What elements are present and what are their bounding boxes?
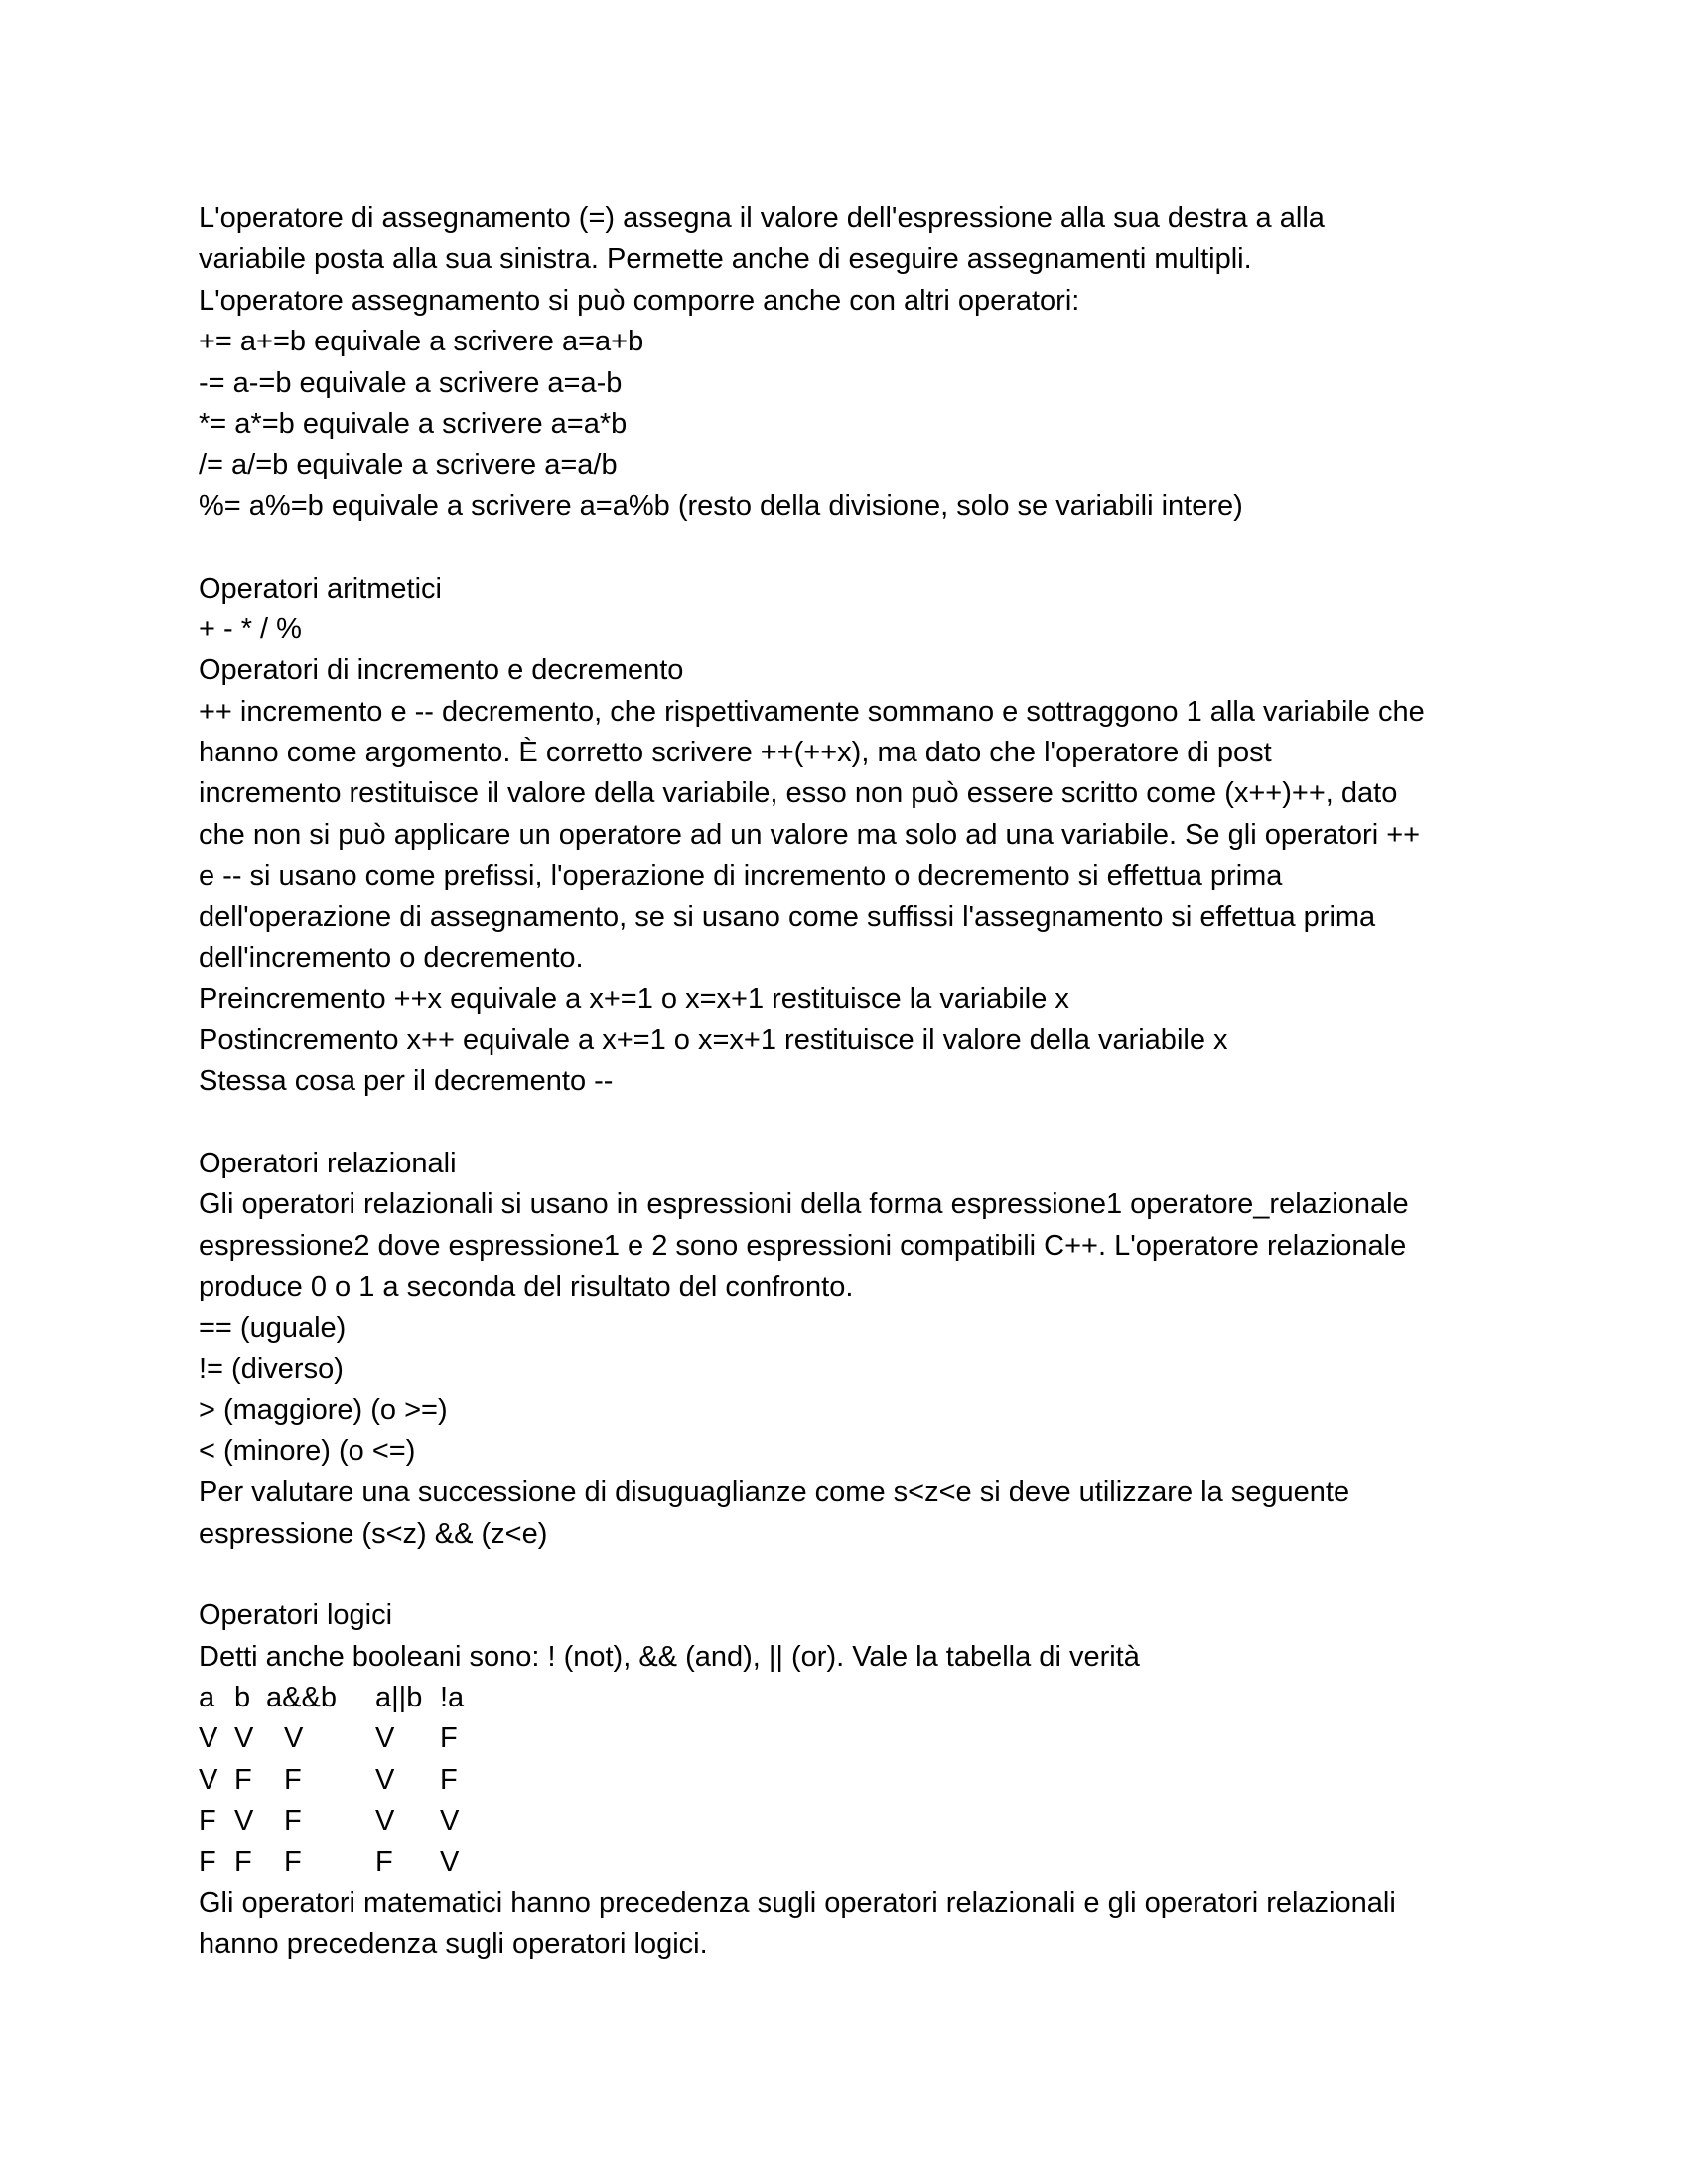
truth-table-cell: V <box>284 1722 304 1755</box>
text-line: Gli operatori matematici hanno precedenza sugli operatori relazionali e gli operatori relazionali <box>199 1887 1396 1920</box>
truth-table-cell: V <box>234 1722 254 1755</box>
text-line: -= a-=b equivale a scrivere a=a-b <box>199 366 623 399</box>
text-line: Preincremento ++x equivale a x+=1 o x=x+1 restituisce la variabile x <box>199 983 1069 1016</box>
truth-table-cell: F <box>199 1805 216 1838</box>
text-line: hanno come argomento. È corretto scrivere ++(++x), ma dato che l'operatore di post <box>199 737 1272 769</box>
truth-table-cell: F <box>234 1845 252 1878</box>
text-line: dell'incremento o decremento. <box>199 942 584 975</box>
truth-table-row <box>199 1760 499 1801</box>
text-line: L'operatore di assegnamento (=) assegna il valore dell'espressione alla sua destra a alla <box>199 203 1325 234</box>
text-line: espressione2 dove espressione1 e 2 sono espressioni compatibili C++. L'operatore relazionale <box>199 1229 1407 1262</box>
text-line: Operatori di incremento e decremento <box>199 654 684 687</box>
truth-table-cell: V <box>375 1805 395 1838</box>
section-aritmetici <box>199 569 1529 1103</box>
text-line: Gli operatori relazionali si usano in espressioni della forma espressione1 operatore_relazionale <box>199 1188 1409 1221</box>
truth-table-cell: F <box>440 1722 458 1755</box>
text-line: dell'operazione di assegnamento, se si usano come suffissi l'assegnamento si effettua prima <box>199 900 1376 933</box>
text-line: Per valutare una successione di disuguaglianze come s<z<e si deve utilizzare la seguente <box>199 1476 1350 1509</box>
text-line: L'operatore assegnamento si può comporre anche con altri operatori: <box>199 284 1080 317</box>
text-line: Detti anche booleani sono: ! (not), && (and), || (or). Vale la tabella di verità <box>199 1640 1140 1673</box>
text-line: e -- si usano come prefissi, l'operazione di incremento o decremento si effettua prima <box>199 860 1283 892</box>
truth-table-cell: F <box>375 1845 393 1878</box>
truth-table-header: !a <box>440 1682 465 1714</box>
truth-table-row <box>199 1843 499 1883</box>
truth-table-cell: V <box>375 1763 395 1796</box>
text-line: espressione (s<z) && (z<e) <box>199 1517 548 1550</box>
truth-table-cell: F <box>234 1763 252 1796</box>
blank-line <box>199 1555 1529 1595</box>
truth-table-cell: V <box>375 1722 395 1755</box>
truth-table-cell: V <box>199 1763 218 1796</box>
text-line: Postincremento x++ equivale a x+=1 o x=x+1 restituisce il valore della variabile x <box>199 1024 1228 1056</box>
truth-table-header-row <box>199 1678 499 1718</box>
truth-table-cell: F <box>284 1845 302 1878</box>
truth-table <box>199 1678 499 1883</box>
truth-table-cell: V <box>199 1722 218 1755</box>
truth-table-cell: F <box>284 1763 302 1796</box>
text-line: hanno precedenza sugli operatori logici. <box>199 1928 708 1961</box>
text-line: che non si può applicare un operatore ad un valore ma solo ad una variabile. Se gli operatori ++ <box>199 818 1421 851</box>
document-page <box>199 199 1529 1966</box>
section-heading: Operatori logici <box>199 1599 393 1632</box>
text-line: variabile posta alla sua sinistra. Permette anche di eseguire assegnamenti multipli. <box>199 243 1252 276</box>
section-assegnamento <box>199 199 1529 527</box>
truth-table-row <box>199 1801 499 1842</box>
text-line: += a+=b equivale a scrivere a=a+b <box>199 326 644 358</box>
text-line: < (minore) (o <=) <box>199 1434 416 1467</box>
text-line: == (uguale) <box>199 1311 347 1344</box>
text-line: *= a*=b equivale a scrivere a=a*b <box>199 407 628 440</box>
truth-table-cell: V <box>234 1805 254 1838</box>
truth-table-cell: F <box>440 1763 458 1796</box>
truth-table-header: a <box>199 1682 215 1714</box>
text-line: Stessa cosa per il decremento -- <box>199 1065 614 1098</box>
section-relazionali <box>199 1144 1529 1555</box>
text-line: incremento restituisce il valore della variabile, esso non può essere scritto come (x++)++, dato <box>199 777 1398 810</box>
text-line: %= a%=b equivale a scrivere a=a%b (resto della divisione, solo se variabili intere) <box>199 489 1243 522</box>
truth-table-cell: V <box>440 1845 460 1878</box>
text-line: produce 0 o 1 a seconda del risultato del confronto. <box>199 1271 854 1303</box>
text-line: /= a/=b equivale a scrivere a=a/b <box>199 449 618 481</box>
truth-table-row <box>199 1718 499 1759</box>
truth-table-header: a||b <box>375 1682 423 1714</box>
text-line: != (diverso) <box>199 1352 344 1385</box>
text-line: ++ incremento e -- decremento, che rispettivamente sommano e sottraggono 1 alla variabile che <box>199 695 1425 728</box>
truth-table-cell: V <box>440 1805 460 1838</box>
section-heading: Operatori relazionali <box>199 1147 457 1179</box>
truth-table-header: b <box>234 1682 251 1714</box>
truth-table-header: a&&b <box>266 1682 337 1714</box>
text-line: > (maggiore) (o >=) <box>199 1394 448 1427</box>
truth-table-cell: F <box>284 1805 302 1838</box>
truth-table-cell: F <box>199 1845 216 1878</box>
blank-line <box>199 1103 1529 1144</box>
section-heading: Operatori aritmetici <box>199 572 442 605</box>
section-logici <box>199 1595 1529 1966</box>
text-line: + - * / % <box>199 613 302 645</box>
blank-line <box>199 527 1529 568</box>
